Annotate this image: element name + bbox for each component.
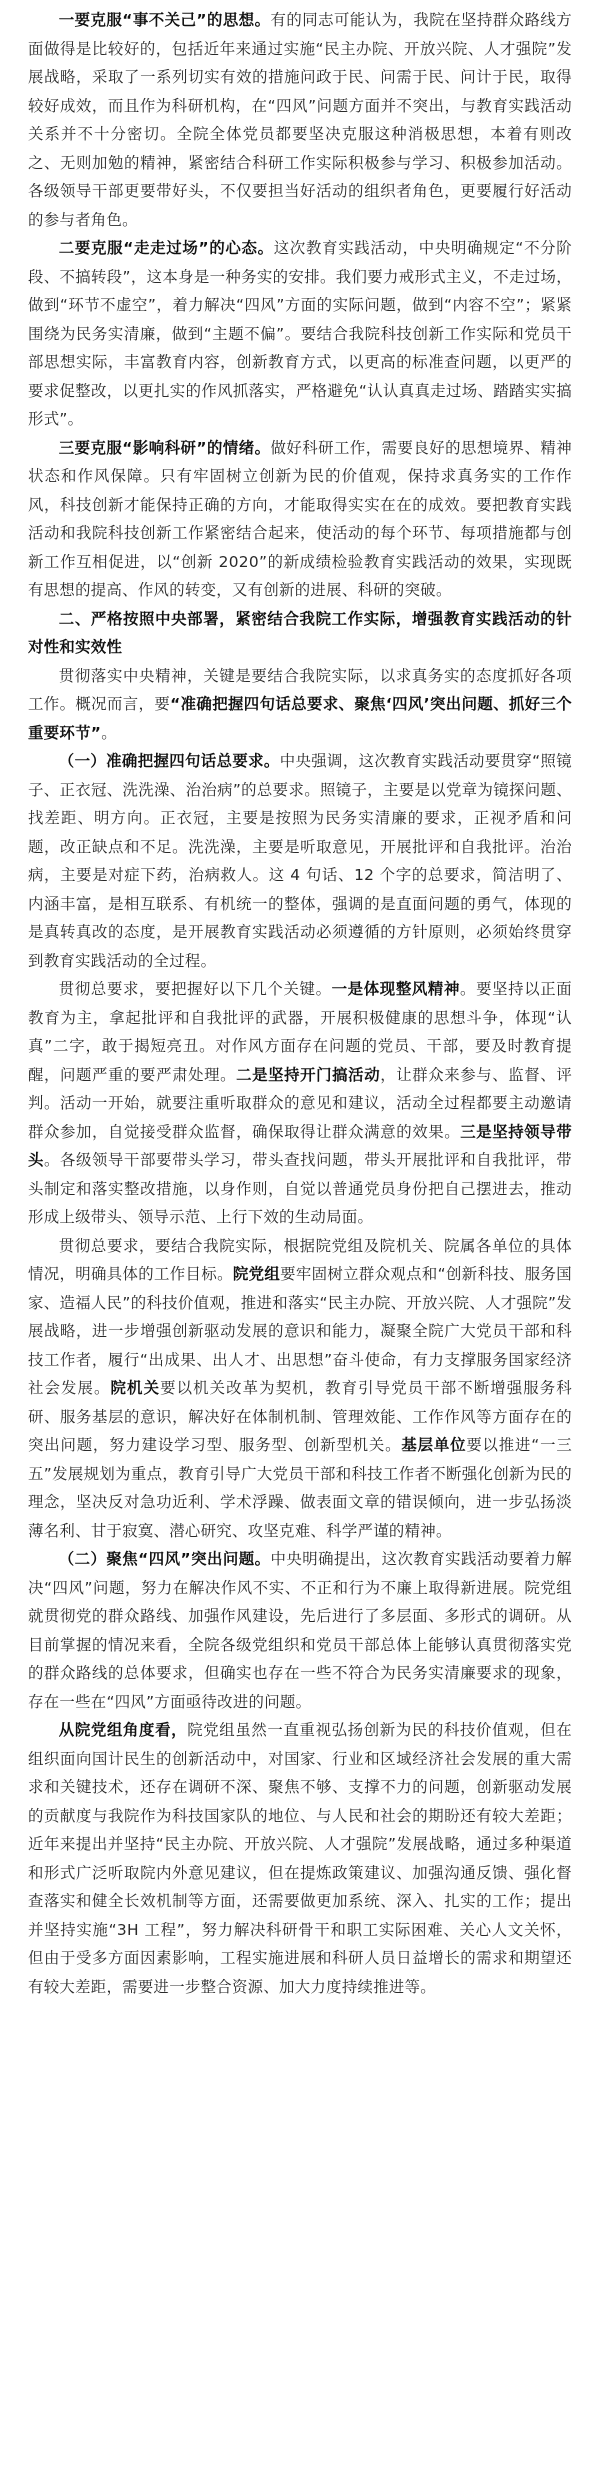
paragraph-text: 。要坚持以正面教育为主，拿起批评和自我批评的武器，开展积极健康的思想斗争，体现“认真”二字，敢于揭短亮丑。对作风方面存在问题的党员、干部，要及时教育提醒，问题严重的要严肃处理。: [28, 980, 572, 1084]
paragraph: [28, 747, 572, 975]
section-heading-text: 二、严格按照中央部署，紧密结合我院工作实际，增强教育实践活动的针对性和实效性: [28, 609, 572, 656]
paragraph-text: 贯彻总要求，要把握好以下几个关键。: [58, 980, 332, 998]
subsection-heading: （一）准确把握四句话总要求。: [58, 752, 280, 770]
paragraph-text: 有的同志可能认为，我院在坚持群众路线方面做得是比较好的，包括近年来通过实施“民主办院、开放兴院、人才强院”发展战略，采取了一系列切实有效的措施问政于民、问需于民、问计于民，取得较好成效，而且作为科研机构，在“四风”问题方面并不突出，与教育实践活动关系并不十分密切。全院全体党员都要坚决克服这种消极思想，本着有则改之、无则加勉的精神，紧密结合科研工作实际积极参与学习、积极参加活动。各级领导干部更要带好头，不仅要担当好活动的组织者角色，更要履行好活动的参与者角色。: [28, 11, 573, 229]
bold-lead: 二要克服“走走过场”的心态。: [58, 239, 274, 257]
paragraph: [28, 662, 572, 748]
paragraph-text: 贯彻总要求，要结合我院实际，根据院党组及院机关、院属各单位的具体情况，明确具体的工作目标。: [28, 1236, 572, 1283]
paragraph-text: 要以推进“一三五”发展规划为重点，教育引导广大党员干部和科技工作者不断强化创新为民的理念，坚决反对急功近利、学术浮躁、做表面文章的错误倾向，进一步弘扬淡薄名利、甘于寂寞、潜心研究、攻坚克难、科学严谨的精神。: [28, 1436, 573, 1540]
paragraph: [28, 1716, 572, 2001]
paragraph-text: 中央明确提出，这次教育实践活动要着力解决“四风”问题，努力在解决作风不实、不正和行为不廉上取得新进展。院党组就贯彻党的群众路线、加强作风建设，先后进行了多层面、多形式的调研。从目前掌握的情况来看，全院各级党组织和党员干部总体上能够认真贯彻落实党的群众路线的总体要求，但确实也存在一些不符合为民务实清廉要求的现象，存在一些在“四风”方面亟待改进的问题。: [28, 1550, 573, 1711]
paragraph: [28, 234, 572, 434]
bold-lead: 从院党组角度看，: [58, 1721, 188, 1739]
paragraph: [28, 6, 572, 234]
paragraph-text: 要以机关改革为契机，教育引导党员干部不断增强服务科研、服务基层的意识，解决好在体制机制、管理效能、工作作风等方面存在的突出问题，努力建设学习型、服务型、创新型机关。: [28, 1379, 572, 1454]
paragraph-text: 贯彻落实中央精神，关键是要结合我院实际，以求真务实的态度抓好各项工作。概况而言，要: [28, 666, 572, 713]
bold-phrase: 院机关: [110, 1379, 161, 1397]
bold-lead: 三要克服“影响科研”的情绪。: [58, 438, 271, 457]
paragraph-text: 。: [101, 723, 117, 742]
bold-phrase: 一是体现整风精神: [331, 980, 461, 998]
bold-phrase: 三是坚持领导带头: [28, 1122, 572, 1169]
subsection-heading: （二）聚焦“四风”突出问题。: [58, 1550, 271, 1568]
paragraph: [28, 975, 572, 1232]
paragraph-text: 要牢固树立群众观点和“创新科技、服务国家、造福人民”的科技价值观，推进和落实“民主办院、开放兴院、人才强院”发展战略，进一步增强创新驱动发展的意识和能力，凝聚全院广大党员干部和科技工作者，履行“出成果、出人才、出思想”奋斗使命，有力支撑服务国家经济社会发展。: [28, 1265, 572, 1397]
paragraph-text: 中央强调，这次教育实践活动要贯穿“照镜子、正衣冠、洗洗澡、治治病”的总要求。照镜子，主要是以党章为镜探问题、找差距、明方向。正衣冠，主要是按照为民务实清廉的要求，正视矛盾和问题，改正缺点和不足。洗洗澡，主要是听取意见，开展批评和自我批评。治治病，主要是对症下药，治病救人。这 4 句话、12 个字的总要求，简洁明了、内涵丰富，是相互联系、有机统一的整体，强调的是直面问题的勇气，体现的是真转真改的态度，是开展教育实践活动必须遵循的方针原则，必须始终贯穿到教育实践活动的全过程。: [28, 752, 572, 970]
paragraph: [28, 1545, 572, 1716]
paragraph-text: 做好科研工作，需要良好的思想境界、精神状态和作风保障。只有牢固树立创新为民的价值观，保持求真务实的工作作风，科技创新才能保持正确的方向，才能取得实实在在的成效。要把教育实践活动和我院科技创新工作紧密结合起来，使活动的每个环节、每项措施都与创新工作互相促进，以“创新 2020”的新成绩检验教育实践活动的效果，实现既有思想的提高、作风的转变，又有创新的进展、科研的突破。: [28, 438, 573, 599]
paragraph-text: 这次教育实践活动，中央明确规定“不分阶段、不搞转段”，这本身是一种务实的安排。我们要力戒形式主义，不走过场，做到“环节不虚空”，着力解决“四风”方面的实际问题，做到“内容不空”；紧紧围绕为民务实清廉，做到“主题不偏”。要结合我院科技创新工作实际和党员干部思想实际，丰富教育内容，创新教育方式，以更高的标准查问题，以更严的要求促整改，以更扎实的作风抓落实，严格避免“认认真真走过场、踏踏实实搞形式”。: [28, 239, 572, 428]
paragraph: [28, 434, 572, 605]
paragraph-text: 。各级领导干部要带头学习，带头查找问题，带头开展批评和自我批评，带头制定和落实整改措施，以身作则，自觉以普通党员身份把自己摆进去，推动形成上级带头、领导示范、上行下效的生动局面。: [28, 1151, 572, 1226]
paragraph-text: ，让群众来参与、监督、评判。活动一开始，就要注重听取群众的意见和建议，活动全过程都要主动邀请群众参加，自觉接受群众监督，确保取得让群众满意的效果。: [28, 1065, 573, 1141]
bold-lead: 一要克服“事不关己”的思想。: [58, 11, 271, 29]
paragraph: [28, 1232, 572, 1546]
paragraph-text: 院党组虽然一直重视弘扬创新为民的科技价值观，但在组织面向国计民生的创新活动中，对国家、行业和区域经济社会发展的重大需求和关键技术，还存在调研不深、聚焦不够、支撑不力的问题，创新驱动发展的贡献度与我院作为科技国家队的地位、与人民和社会的期盼还有较大差距；近年来提出并坚持“民主办院、开放兴院、人才强院”发展战略，通过多种渠道和形式广泛听取院内外意见建议，但在提炼政策建议、加强沟通反馈、强化督查落实和健全长效机制等方面，还需要做更加系统、深入、扎实的工作；提出并坚持实施“3H 工程”，努力解决科研骨干和职工实际困难、关心人文关怀，但由于受多方面因素影响，工程实施进展和科研人员日益增长的需求和期望还有较大差距，需要进一步整合资源、加大力度持续推进等。: [28, 1721, 572, 1996]
bold-phrase: 基层单位: [401, 1436, 467, 1454]
section-heading: [28, 605, 572, 662]
bold-phrase: “准确把握四句话总要求、聚焦‘四风’突出问题、抓好三个重要环节”: [28, 695, 572, 742]
bold-phrase: 二是坚持开门搞活动: [236, 1065, 381, 1084]
bold-phrase: 院党组: [232, 1265, 281, 1283]
